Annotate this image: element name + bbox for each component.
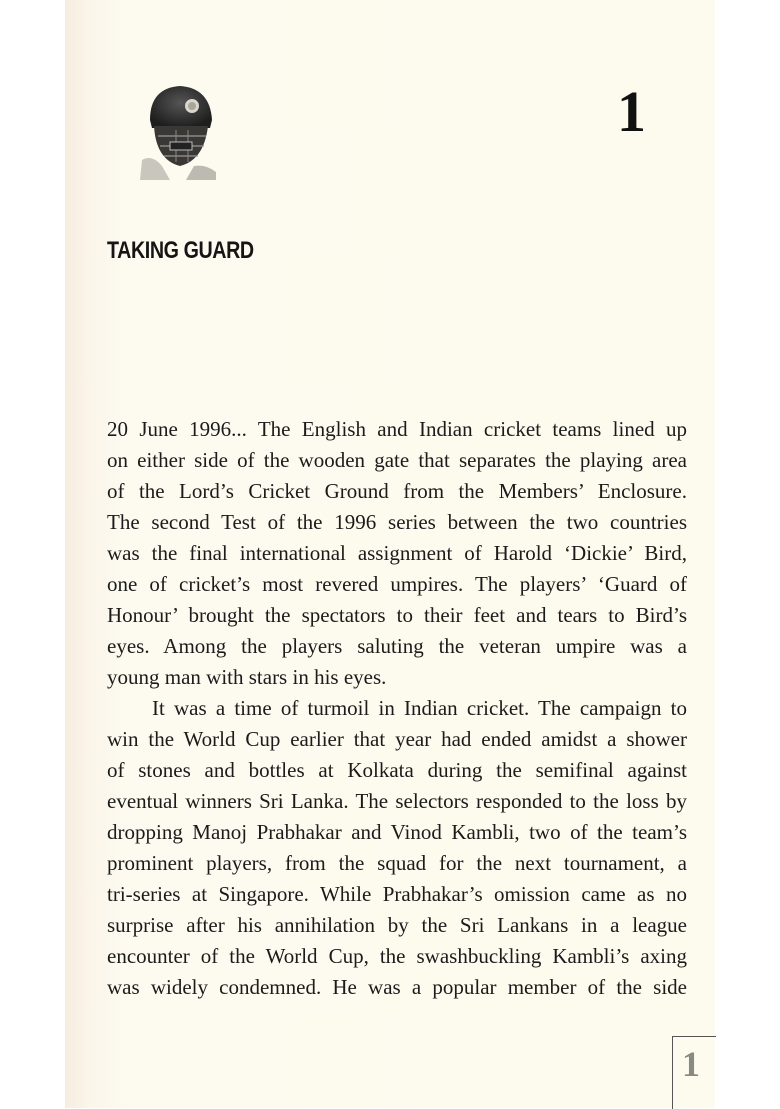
text-line: of stones and bottles at Kolkata during the semifinal against bbox=[107, 758, 687, 782]
text-line: of the Lord’s Cricket Ground from the Members’ Enclosure. bbox=[107, 479, 687, 503]
text-line: tri-series at Singapore. While Prabhakar’s omission came as no bbox=[107, 882, 687, 906]
text-line: win the World Cup earlier that year had ended amidst a shower bbox=[107, 727, 687, 751]
text-line: Honour’ brought the spectators to their feet and tears to Bird’s bbox=[107, 603, 687, 627]
text-line: prominent players, from the squad for the next tournament, a bbox=[107, 851, 687, 875]
body-text bbox=[107, 414, 687, 1003]
text-line: 20 June 1996... The English and Indian cricket teams lined up bbox=[107, 417, 687, 441]
text-line: dropping Manoj Prabhakar and Vinod Kambli, two of the team’s bbox=[107, 820, 687, 844]
text-line: was widely condemned. He was a popular member of the side bbox=[107, 975, 687, 999]
text-line: young man with stars in his eyes. bbox=[107, 665, 387, 689]
text-line: eventual winners Sri Lanka. The selectors responded to the loss by bbox=[107, 789, 687, 813]
text-line: was the final international assignment of Harold ‘Dickie’ Bird, bbox=[107, 541, 687, 565]
text-line: eyes. Among the players saluting the veteran umpire was a bbox=[107, 634, 687, 658]
chapter-title: TAKING GUARD bbox=[107, 237, 254, 264]
chapter-number: 1 bbox=[617, 79, 646, 144]
text-line: surprise after his annihilation by the Sri Lankans in a league bbox=[107, 913, 687, 937]
cricketer-portrait-icon bbox=[140, 80, 216, 180]
page-number-box bbox=[672, 1036, 716, 1109]
text-line: one of cricket’s most revered umpires. The players’ ‘Guard of bbox=[107, 572, 687, 596]
text-line: encounter of the World Cup, the swashbuckling Kambli’s axing bbox=[107, 944, 687, 968]
text-line: on either side of the wooden gate that separates the playing area bbox=[107, 448, 687, 472]
page-number: 1 bbox=[682, 1044, 700, 1084]
text-line: The second Test of the 1996 series between the two countries bbox=[107, 510, 687, 534]
text-line: It was a time of turmoil in Indian cricket. The campaign to bbox=[152, 696, 687, 720]
